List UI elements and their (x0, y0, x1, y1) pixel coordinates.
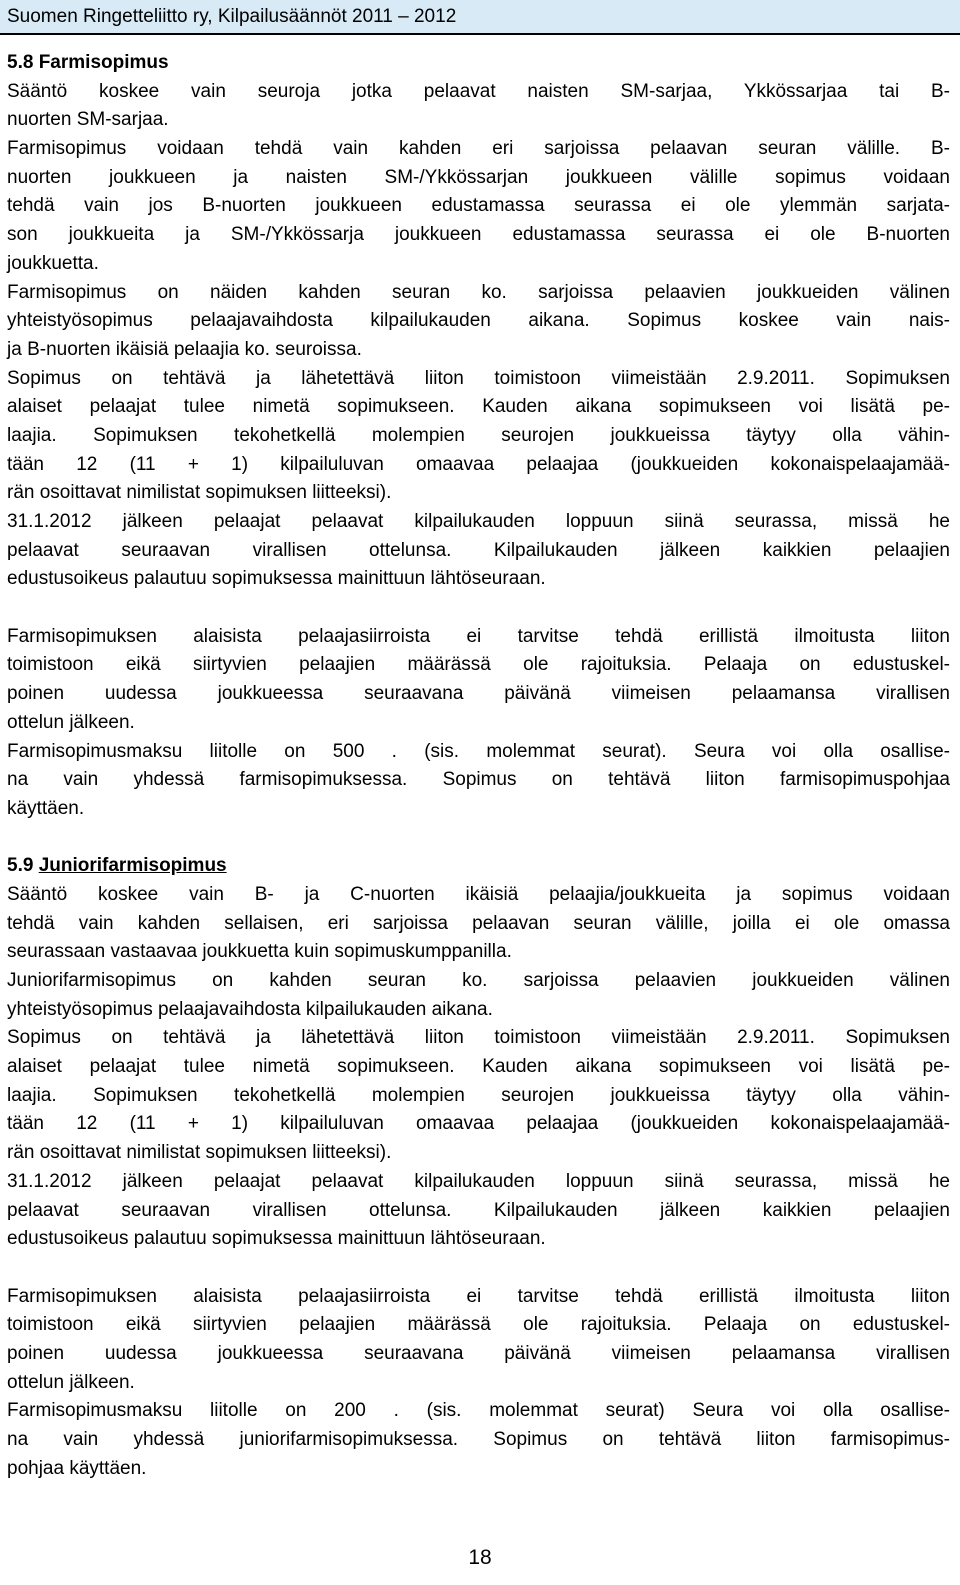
section-5-8-transfer-paragraphs (7, 623, 950, 824)
section-title: Juniorifarmisopimus (38, 855, 227, 877)
text-line: na vain yhdessä farmisopimuksessa. Sopimus on tehtävä liiton farmisopimuspohjaa (7, 769, 950, 791)
text-line: pohjaa käyttäen. (7, 1457, 147, 1479)
text-line: Farmisopimuksen alaisista pelaajasiirroista ei tarvitse tehdä erillistä ilmoitusta liiton (7, 625, 950, 647)
text-line: käyttäen. (7, 797, 85, 819)
page-header (0, 0, 960, 33)
text-line: yhteistyösopimus pelaajavaihdosta kilpailukauden aikana. Sopimus koskee vain nais- (7, 310, 950, 332)
text-line: ja B-nuorten ikäisiä pelaajia ko. seuroissa. (7, 338, 362, 360)
text-line: Sääntö koskee vain seuroja jotka pelaavat naisten SM-sarjaa, Ykkössarjaa tai B- (7, 80, 950, 102)
section-number: 5.8 (7, 52, 34, 73)
text-line: yhteistyösopimus pelaajavaihdosta kilpailukauden aikana. (7, 998, 493, 1020)
text-line: tään 12 (11 + 1) kilpailuluvan omaavaa pelaajaa (joukkueiden kokonaispelaajamää- (7, 1113, 950, 1135)
text-line: tehdä vain jos B-nuorten joukkueen edustamassa seurassa ei ole ylemmän sarjata- (7, 195, 950, 217)
text-line: poinen uudessa joukkueessa seuraavana päivänä viimeisen pelaamansa virallisen (7, 683, 950, 705)
text-line: laajia. Sopimuksen tekohetkellä molempien seurojen joukkueissa täytyy olla vähin- (7, 1084, 950, 1106)
section-5-9-transfer-paragraphs (7, 1283, 950, 1484)
text-line: ottelun jälkeen. (7, 1371, 135, 1393)
text-line: Farmisopimuksen alaisista pelaajasiirroista ei tarvitse tehdä erillistä ilmoitusta liiton (7, 1285, 950, 1307)
text-line: Sopimus on tehtävä ja lähetettävä liiton toimistoon viimeistään 2.9.2011. Sopimuksen (7, 1027, 950, 1049)
section-heading-5-9 (7, 852, 950, 881)
text-line: nuorten joukkueen ja naisten SM-/Ykkössarjan joukkueen välille sopimus voidaan (7, 166, 950, 188)
section-heading-5-8 (7, 49, 950, 78)
text-line: toimistoon eikä siirtyvien pelaajien määrässä ole rajoituksia. Pelaaja on edustuskel- (7, 1314, 950, 1336)
text-line: tehdä vain kahden sellaisen, eri sarjoissa pelaavan seuran välille, joilla ei ole omassa (7, 912, 950, 934)
header-divider (0, 33, 960, 35)
section-title: Farmisopimus (38, 52, 169, 73)
text-line: nuorten SM-sarjaa. (7, 109, 169, 131)
text-line: alaiset pelaajat tulee nimetä sopimukseen. Kauden aikana sopimukseen voi lisätä pe- (7, 1056, 950, 1078)
page-number: 18 (468, 1546, 492, 1569)
section-5-8-paragraphs (7, 78, 950, 594)
text-line: poinen uudessa joukkueessa seuraavana päivänä viimeisen pelaamansa virallisen (7, 1342, 950, 1364)
text-line: toimistoon eikä siirtyvien pelaajien määrässä ole rajoituksia. Pelaaja on edustuskel- (7, 654, 950, 676)
text-line: 31.1.2012 jälkeen pelaajat pelaavat kilpailukauden loppuun siinä seurassa, missä he (7, 1170, 950, 1192)
text-line: Sääntö koskee vain B- ja C-nuorten ikäisiä pelaajia/joukkueita ja sopimus voidaan (7, 883, 950, 905)
text-line: rän osoittavat nimilistat sopimuksen liitteeksi). (7, 1142, 392, 1164)
text-line: Farmisopimus on näiden kahden seuran ko. sarjoissa pelaavien joukkueiden välinen (7, 281, 950, 303)
text-line: alaiset pelaajat tulee nimetä sopimukseen. Kauden aikana sopimukseen voi lisätä pe- (7, 396, 950, 418)
text-line: Farmisopimus voidaan tehdä vain kahden eri sarjoissa pelaavan seuran välille. B- (7, 138, 950, 160)
text-line: seurassaan vastaavaa joukkuetta kuin sopimuskumppanilla. (7, 941, 512, 963)
text-line: Juniorifarmisopimus on kahden seuran ko. sarjoissa pelaavien joukkueiden välinen (7, 970, 950, 991)
text-line: laajia. Sopimuksen tekohetkellä molempien seurojen joukkueissa täytyy olla vähin- (7, 424, 950, 446)
text-line: pelaavat seuraavan virallisen ottelunsa. Kilpailukauden jälkeen kaikkien pelaajien (7, 539, 950, 561)
paragraph-gap (7, 824, 950, 853)
paragraph-gap (7, 1254, 950, 1283)
document-title: Suomen Ringetteliitto ry, Kilpailusäännöt 2011 – 2012 (7, 6, 457, 27)
text-line: 31.1.2012 jälkeen pelaajat pelaavat kilpailukauden loppuun siinä seurassa, missä he (7, 511, 950, 532)
text-line: na vain yhdessä juniorifarmisopimuksessa. Sopimus on tehtävä liiton farmisopimus- (7, 1429, 950, 1450)
text-line: ottelun jälkeen. (7, 711, 135, 733)
text-line: edustusoikeus palautuu sopimuksessa mainittuun lähtöseuraan. (7, 568, 546, 590)
text-line: edustusoikeus palautuu sopimuksessa mainittuun lähtöseuraan. (7, 1228, 546, 1250)
section-5-9-paragraphs (7, 881, 950, 1254)
text-line: joukkuetta. (7, 252, 99, 274)
section-number: 5.9 (7, 855, 34, 877)
paragraph-gap (7, 594, 950, 623)
text-line: Farmisopimusmaksu liitolle on 200 . (sis. molemmat seurat) Seura voi olla osallise- (7, 1400, 950, 1422)
document-body (7, 49, 950, 1483)
text-line: son joukkueita ja SM-/Ykkössarja joukkueen edustamassa seurassa ei ole B-nuorten (7, 224, 950, 246)
text-line: Farmisopimusmaksu liitolle on 500 . (sis. molemmat seurat). Seura voi olla osallise- (7, 740, 950, 762)
text-line: pelaavat seuraavan virallisen ottelunsa. Kilpailukauden jälkeen kaikkien pelaajien (7, 1199, 950, 1221)
text-line: Sopimus on tehtävä ja lähetettävä liiton toimistoon viimeistään 2.9.2011. Sopimuksen (7, 367, 950, 389)
text-line: tään 12 (11 + 1) kilpailuluvan omaavaa pelaajaa (joukkueiden kokonaispelaajamää- (7, 453, 950, 475)
text-line: rän osoittavat nimilistat sopimuksen liitteeksi). (7, 482, 392, 504)
